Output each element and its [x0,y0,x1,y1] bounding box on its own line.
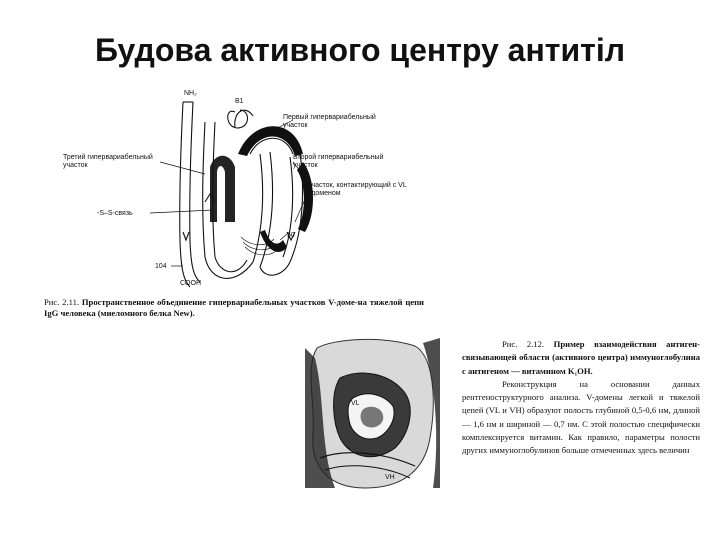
binding-site-drawing [305,338,440,490]
figure-caption-2-12 [462,338,700,458]
label-ss-bond: -S–S-связь [97,210,133,217]
caption-paragraph-2: Реконструкция на основании данных рентгеноструктурного анализа. V-домены легкой и тяжелой цепей (VL и VH) образуют полость глубиной 0,5-0,6 нм, длиной — 1,6 нм и шириной — 0,7 нм. С этой полостью специфически комплексируется витамин. Как правило, параметры полости других иммуноглобулинов больше отмеченных здесь величин [462,378,700,456]
caption-number: Рис. 2.11. [44,297,80,307]
label-third-hypervariable: Третий гипервариабельный участок [63,154,153,169]
label-second-hypervariable: Второй гипервариабельный участок [293,154,384,169]
label-vl: VL [351,400,360,407]
label-contact-region: Участок, контактирующий с VL - доменом [307,182,407,197]
label-residue-104: 104 [155,263,167,270]
label-cooh: COOH [180,280,201,287]
label-nh2: NH₂ [184,90,197,97]
caption-text: Пространственное объединение гипервариабельных участков V-доме-на тяжелой цепи IgG человека (миеломного белка New). [44,297,424,318]
caption-bold-text: Пример взаимодействия антиген-связывающей области (активного центра) иммуноглобулина с антигеном — витамином K₁OH. [462,339,700,376]
caption-paragraph-1 [462,338,700,378]
label-residue-50: 50 [287,232,295,239]
label-first-hypervariable: Первый гипервариабельный участок [283,114,376,129]
label-b1: B1 [235,98,244,105]
label-vh: VH [385,474,395,481]
slide-title: Будова активного центру антитіл [94,32,626,68]
binding-cavity-illustration [305,338,440,490]
v-domain-diagram [55,82,415,297]
caption-number: Рис. 2.12. [502,339,545,349]
figure-caption-2-11 [44,297,424,319]
